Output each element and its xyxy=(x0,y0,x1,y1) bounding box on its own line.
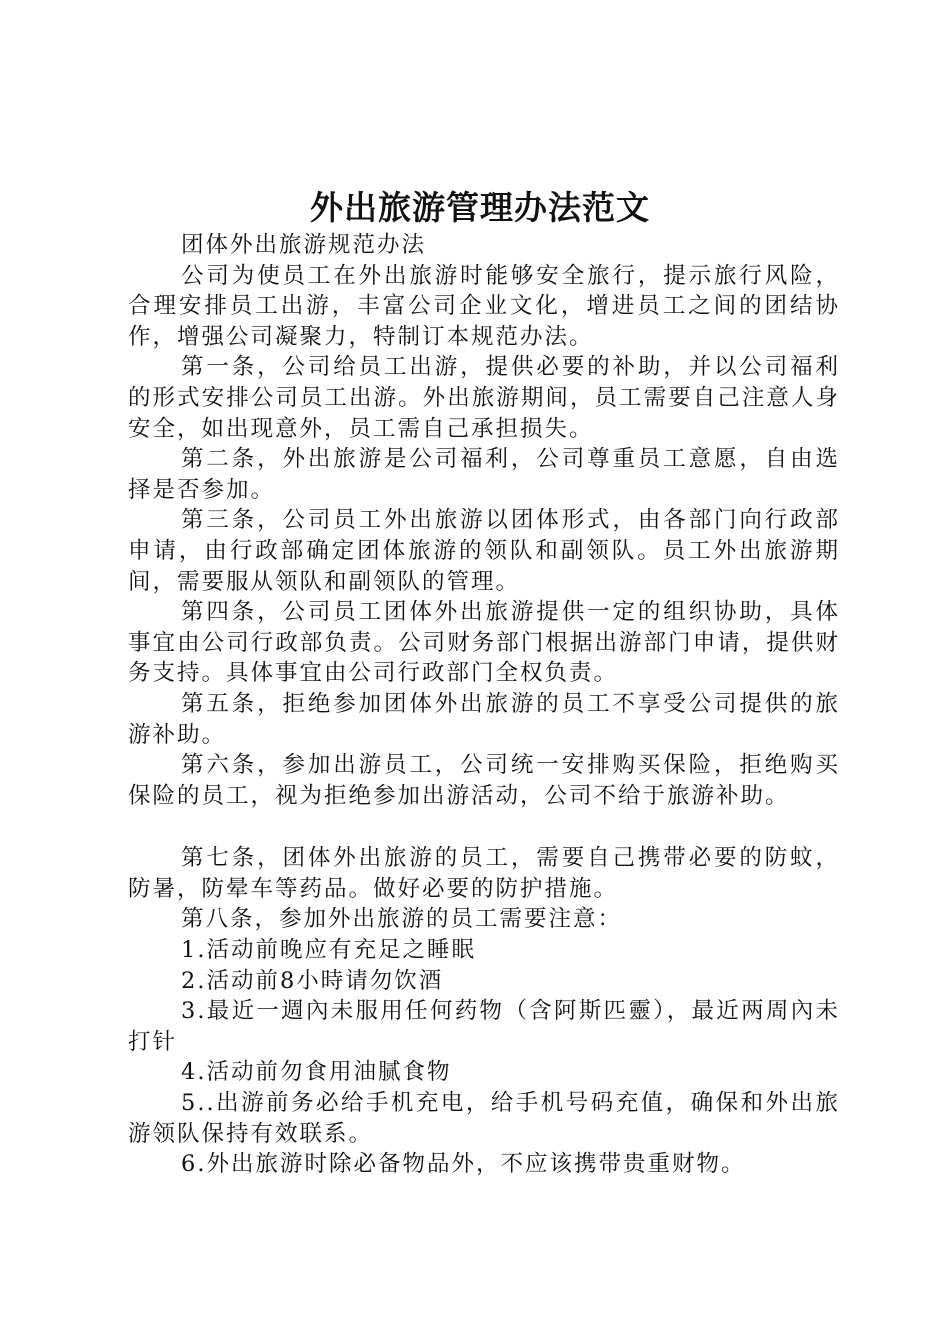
section-heading: 团体外出旅游规范办法 xyxy=(181,232,427,258)
article-4: 第四条，公司员工团体外出旅游提供一定的组织协助，具体事宜由公司行政部负责。公司财务部门根据出游部门申请，提供财务支持。具体事宜由公司行政部门全权负责。 xyxy=(128,599,840,687)
article-7: 第七条，团体外出旅游的员工，需要自己携带必要的防蚊，防暑，防晕车等药品。做好必要的防护措施。 xyxy=(128,845,840,902)
article-3: 第三条，公司员工外出旅游以团体形式，由各部门向行政部申请，由行政部确定团体旅游的领队和副领队。员工外出旅游期间，需要服从领队和副领队的管理。 xyxy=(128,507,840,595)
list-item-3: 3.最近一週內未服用任何药物（含阿斯匹靈），最近两周內未打针 xyxy=(128,998,840,1055)
article-5: 第五条，拒绝参加团体外出旅游的员工不享受公司提供的旅游补助。 xyxy=(128,690,840,748)
list-item-4: 4.活动前勿食用油腻食物 xyxy=(181,1059,452,1086)
article-2: 第二条，外出旅游是公司福利，公司尊重员工意愿，自由选择是否参加。 xyxy=(128,446,840,503)
article-1: 第一条，公司给员工出游，提供必要的补助，并以公司福利的形式安排公司员工出游。外出旅游期间，员工需要自己注意人身安全，如出现意外，员工需自己承担损失。 xyxy=(128,354,840,442)
list-item-1: 1.活动前晚应有充足之睡眠 xyxy=(181,937,476,964)
list-item-6: 6.外出旅游时除必备物品外，不应该携带贵重财物。 xyxy=(181,1151,746,1178)
article-6: 第六条，参加出游员工，公司统一安排购买保险，拒绝购买保险的员工，视为拒绝参加出游活动，公司不给于旅游补助。 xyxy=(128,752,840,809)
document-title: 外出旅游管理办法范文 xyxy=(310,188,650,227)
document-body xyxy=(128,230,840,1180)
intro-paragraph: 公司为使员工在外出旅游时能够安全旅行，提示旅行风险，合理安排员工出游，丰富公司企业文化，增进员工之间的团结协作，增强公司凝聚力，特制订本规范办法。 xyxy=(128,262,840,350)
list-item-5: 5..出游前务必给手机充电，给手机号码充值，确保和外出旅游领队保持有效联系。 xyxy=(128,1090,840,1147)
paragraph-spacer xyxy=(128,811,840,843)
article-8: 第八条，参加外出旅游的员工需要注意： xyxy=(181,906,623,933)
list-item-2: 2.活动前8小時请勿饮酒 xyxy=(181,967,444,994)
